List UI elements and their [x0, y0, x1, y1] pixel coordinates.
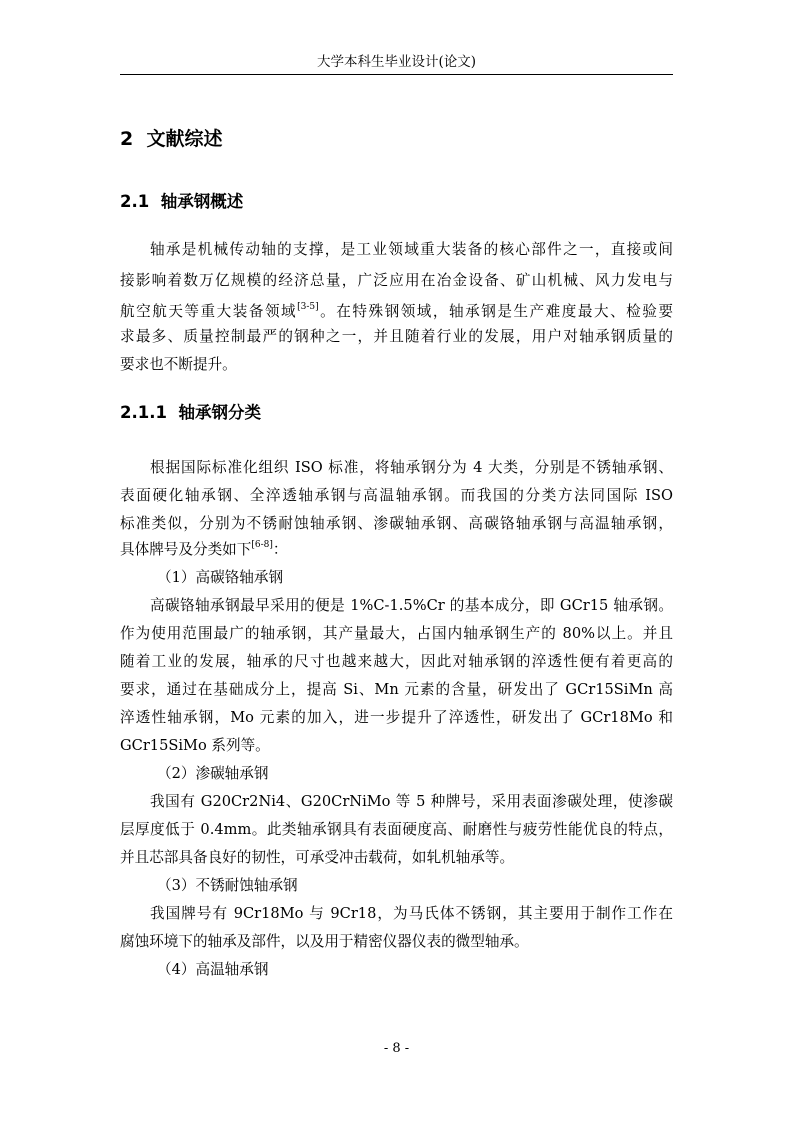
para2-text: 具体牌号及分类如下	[120, 541, 252, 558]
para2-line: 根据国际标准化组织 ISO 标准，将轴承钢分为 4 大类，分别是不锈轴承钢、	[150, 459, 673, 476]
subsection-heading	[120, 402, 261, 424]
chapter-number: 2	[120, 128, 134, 150]
item3-line: 我国牌号有 9Cr18Mo 与 9Cr18，为马氏体不锈钢，其主要用于制作工作在	[150, 905, 673, 922]
subsection-number: 2.1.1	[120, 403, 167, 422]
item3-heading: （3）不锈耐蚀轴承钢	[157, 877, 298, 894]
para1-line: 轴承是机械传动轴的支撑，是工业领域重大装备的核心部件之一，直接或间	[150, 241, 673, 258]
para1-text: 航空航天等重大装备领域	[120, 303, 298, 320]
citation: [3-5]	[297, 302, 319, 313]
running-header: 大学本科生毕业设计(论文)	[316, 54, 477, 70]
subsection-title: 轴承钢分类	[178, 403, 261, 422]
section-number: 2.1	[120, 192, 150, 211]
item2-line: 我国有 G20Cr2Ni4、G20CrNiMo 等 5 种牌号，采用表面渗碳处理，使渗碳	[150, 793, 673, 810]
para2-line	[120, 535, 673, 565]
page-number: - 8 -	[383, 1041, 410, 1056]
para2-line: 标准类似，分别为不锈耐蚀轴承钢、渗碳轴承钢、高碳铬轴承钢与高温轴承钢，	[120, 515, 673, 532]
item1-heading: （1）高碳铬轴承钢	[157, 569, 284, 586]
item1-line: 要求，通过在基础成分上，提高 Si、Mn 元素的含量，研发出了 GCr15SiMn 高	[120, 681, 673, 698]
chapter-title: 文献综述	[146, 128, 223, 150]
item4-heading: （4）高温轴承钢	[157, 961, 269, 978]
item2-line: 层厚度低于 0.4mm。此类轴承钢具有表面硬度高、耐磨性与疲劳性能优良的特点，	[120, 821, 673, 838]
item1-line: 淬透性轴承钢，Mo 元素的加入，进一步提升了淬透性，研发出了 GCr18Mo 和	[120, 709, 673, 726]
item2-line: 并且芯部具备良好的韧性，可承受冲击载荷，如轧机轴承等。	[120, 849, 515, 866]
item2-heading: （2）渗碳轴承钢	[157, 765, 269, 782]
para2-text: ：	[272, 541, 288, 558]
item3-line: 腐蚀环境下的轴承及部件，以及用于精密仪器仪表的微型轴承。	[120, 933, 529, 950]
para1-line: 求最多、质量控制最严的钢种之一，并且随着行业的发展，用户对轴承钢质量的	[120, 328, 673, 345]
item1-line: 作为使用范围最广的轴承钢，其产量最大，占国内轴承钢生产的 80%以上。并且	[120, 625, 673, 642]
section-heading	[120, 191, 243, 213]
para1-line: 接影响着数万亿规模的经济总量，广泛应用在冶金设备、矿山机械、风力发电与	[120, 272, 673, 289]
item1-line: 随着工业的发展，轴承的尺寸也越来越大，因此对轴承钢的淬透性便有着更高的	[120, 653, 673, 670]
header-rule	[120, 74, 673, 75]
item1-line: GCr15SiMo 系列等。	[120, 737, 270, 754]
para1-text: 。在特殊钢领域，轴承钢是生产难度最大、检验要	[318, 303, 673, 320]
para1-line: 要求也不断提升。	[120, 356, 237, 373]
para2-line: 表面硬化轴承钢、全淬透轴承钢与高温轴承钢。而我国的分类方法同国际 ISO	[120, 487, 673, 504]
citation: [6-8]	[251, 540, 273, 551]
item1-line: 高碳铬轴承钢最早采用的便是 1%C-1.5%Cr 的基本成分，即 GCr15 轴承钢。	[150, 597, 673, 614]
section-title: 轴承钢概述	[160, 192, 244, 211]
chapter-heading	[120, 126, 222, 152]
